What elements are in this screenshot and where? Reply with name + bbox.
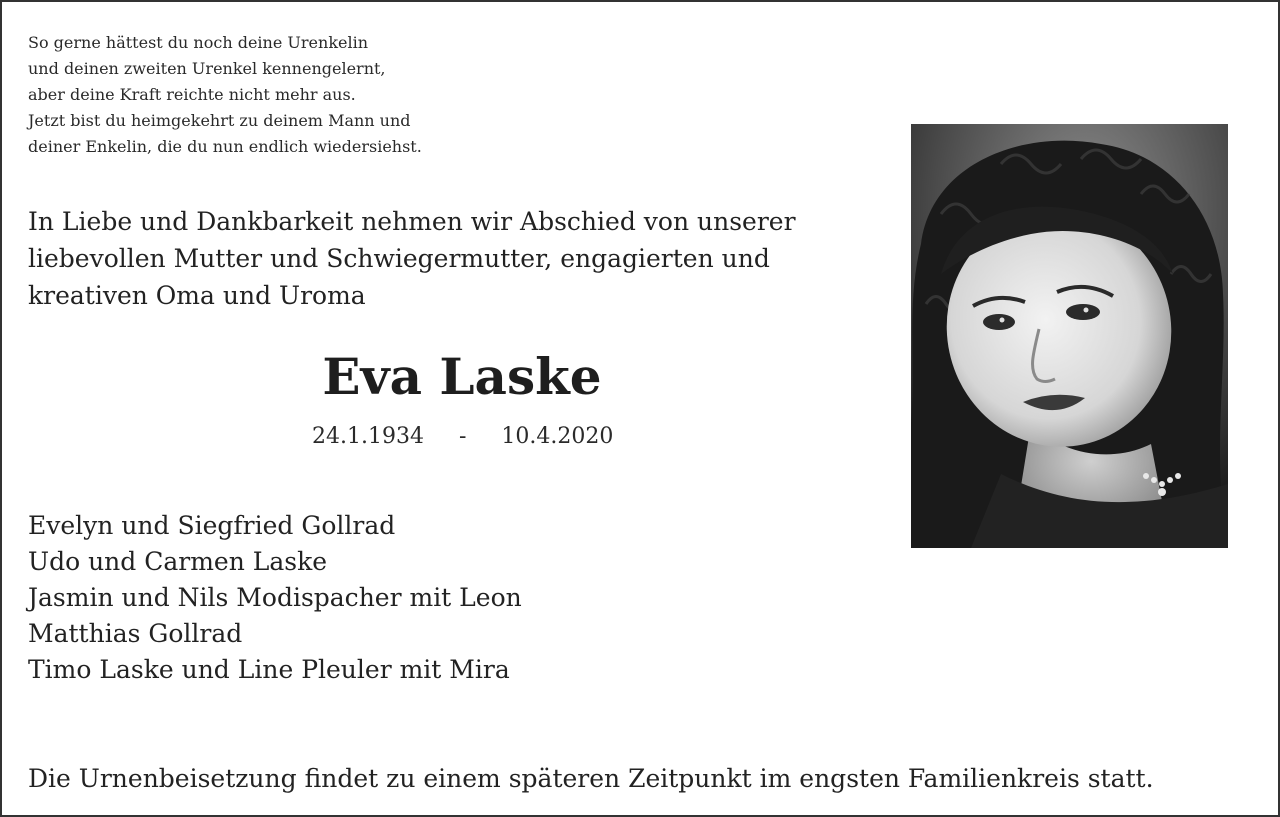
birth-date: 24.1.1934 — [312, 424, 424, 449]
mourner-entry: Timo Laske und Line Pleuler mit Mira — [28, 655, 510, 684]
poem-line: deiner Enkelin, die du nun endlich wiedersiehst. — [28, 137, 422, 156]
burial-note: Die Urnenbeisetzung findet zu einem späteren Zeitpunkt im engsten Familienkreis statt. — [28, 764, 1154, 793]
portrait-photo — [911, 124, 1228, 548]
farewell-line: kreativen Oma und Uroma — [28, 281, 366, 310]
life-dates — [312, 422, 613, 452]
farewell-line: liebevollen Mutter und Schwiegermutter, engagierten und — [28, 244, 770, 273]
mourner-entry: Matthias Gollrad — [28, 619, 243, 648]
deceased-name: Eva Laske — [322, 347, 602, 406]
poem-line: So gerne hättest du noch deine Urenkelin — [28, 33, 369, 52]
poem-line: aber deine Kraft reichte nicht mehr aus. — [28, 85, 356, 104]
death-date: 10.4.2020 — [501, 424, 614, 449]
mourner-entry: Evelyn und Siegfried Gollrad — [28, 511, 396, 540]
poem-text — [28, 30, 422, 160]
mourner-entry: Udo und Carmen Laske — [28, 547, 328, 576]
mourner-entry: Jasmin und Nils Modispacher mit Leon — [28, 583, 522, 612]
poem-line: und deinen zweiten Urenkel kennengelernt, — [28, 59, 386, 78]
portrait-photo-icon — [911, 124, 1228, 548]
date-separator: - — [458, 424, 467, 449]
farewell-line: In Liebe und Dankbarkeit nehmen wir Abschied von unserer — [28, 207, 796, 236]
poem-line: Jetzt bist du heimgekehrt zu deinem Mann und — [28, 111, 411, 130]
farewell-text — [28, 203, 796, 314]
mourners-list — [28, 508, 522, 688]
